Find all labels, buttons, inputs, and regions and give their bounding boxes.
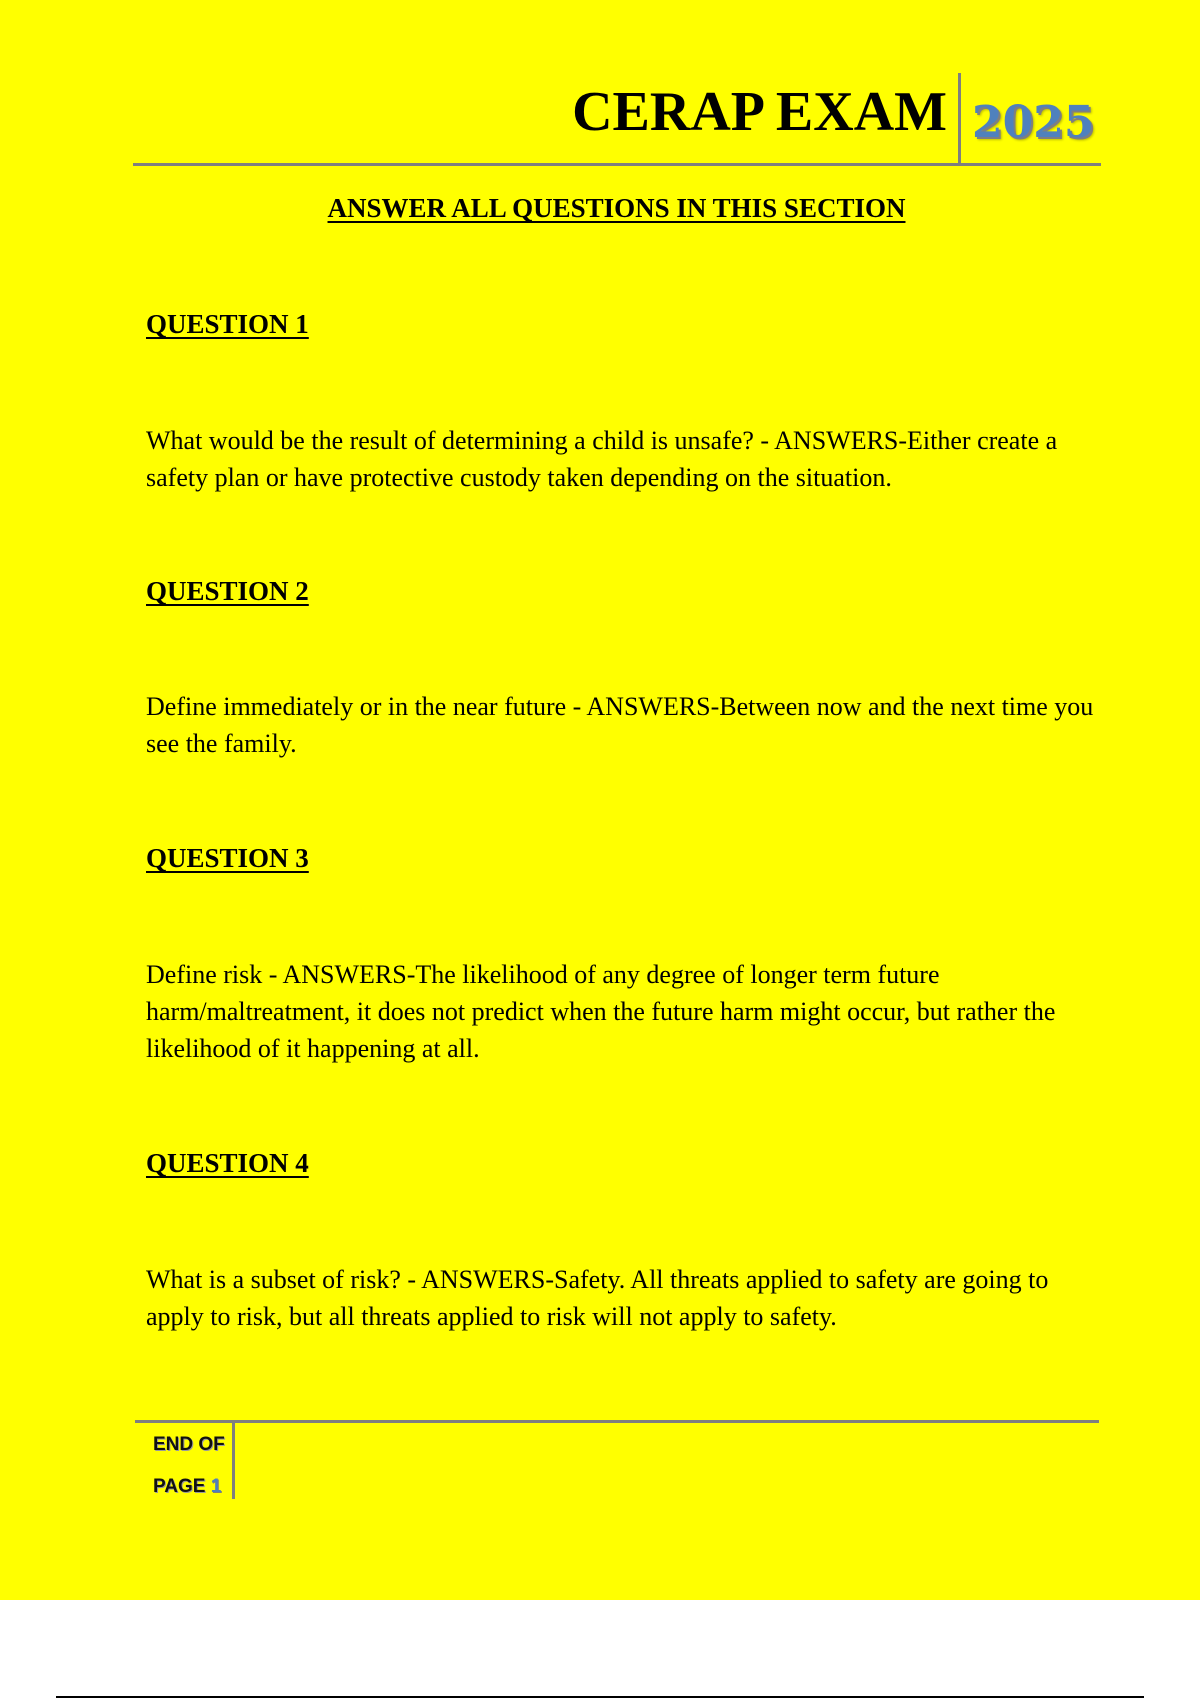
page-footer (153, 1424, 233, 1508)
exam-year: 2025 (972, 97, 1095, 148)
exam-title: CERAP EXAM (572, 81, 947, 143)
question-heading: QUESTION 4 (146, 1148, 309, 1178)
question-text: Define immediately or in the near future - ANSWERS-Between now and the next time you see the family. (146, 692, 1094, 758)
header-divider (958, 73, 961, 163)
footer-rule (135, 1420, 1099, 1423)
question-text: Define risk - ANSWERS-The likelihood of any degree of longer term future harm/maltreatment, it does not predict when the future harm might occur, but rather the likelihood of it happening at all. (146, 960, 1056, 1063)
question-heading: QUESTION 3 (146, 843, 309, 873)
header-rule (133, 163, 1101, 166)
question-text: What would be the result of determining a child is unsafe? - ANSWERS-Either create a safety plan or have protective custody taken depending on the situation. (146, 426, 1058, 492)
section-instruction: ANSWER ALL QUESTIONS IN THIS SECTION (327, 193, 906, 223)
footer-page-line (153, 1466, 233, 1508)
question-heading: QUESTION 2 (146, 576, 309, 606)
bottom-rule (56, 1696, 1144, 1698)
page-number: 1 (210, 1476, 222, 1497)
footer-end-of: END OF (153, 1434, 225, 1455)
question-text: What is a subset of risk? - ANSWERS-Safety. All threats applied to safety are going to apply to risk, but all threats applied to risk will not apply to safety. (146, 1265, 1049, 1331)
question-heading: QUESTION 1 (146, 309, 309, 339)
footer-page-label: PAGE (153, 1476, 206, 1497)
